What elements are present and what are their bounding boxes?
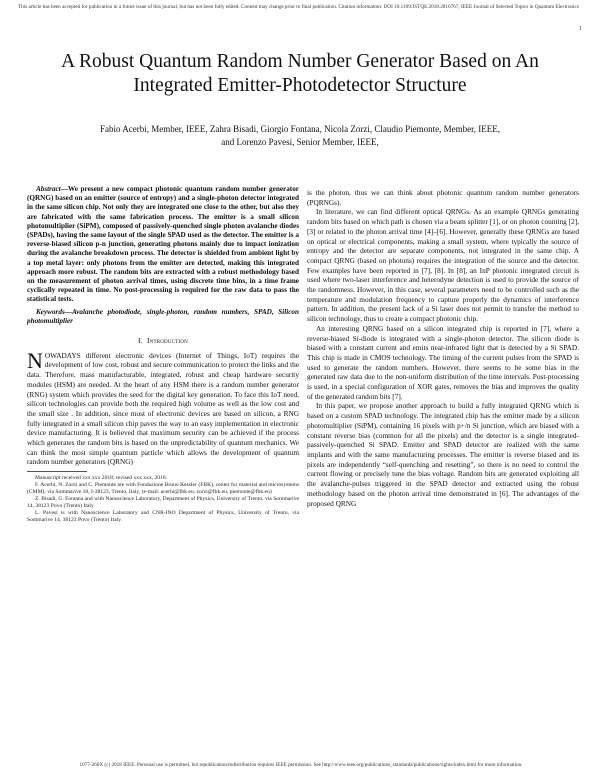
keywords [27,308,299,326]
body-paragraph-2: An interesting QRNG based on a silicon integrated chip is reported in [7], where a reverse-biased Si-diode is integrated with a single-photon detector. The silicon diode is biased with a constant current and emits near-infrared light that is detected by a Si SPAD. This chip is made in CMOS technology. The timing of the current pulses from the SPAD is used to generate the random numbers. However, there seems to be some bias in the generated raw data due to the non-uniform distribution of the time intervals. Post-processing is used, in a special configuration of XOR gates, removes the bias and improves the quality of the generated random bits [7]. [307,323,579,401]
keywords-label: Keywords— [36,307,72,316]
abstract [27,185,299,305]
author-line-1: Fabio Acerbi, Member, IEEE, Zahra Bisadi, Giorgio Fontana, Nicola Zorzi, Claudio Piemonte, Member, IEEE, [99,124,501,134]
footnote-affiliation-trento: Z. Bisadi, G. Fontana and with Nanoscience Laboratory, Department of Physics, University of Trento, via Sommarive 14, 38123 Povo (Trento) Italy [27,496,299,510]
footnote-manuscript: Manuscript received xxx xxx 2018; revised xxx xxx, 2018. [35,475,168,482]
body-paragraph-1: In literature, we can find different optical QRNGs. As an example QRNGs generating random bits based on which path is chosen via a beam splitter [1], or on photon counting [2], [3] or related to the photon arrival time [4]–[6]. However, generally these QRNGs are based on optical or electrical components, making a small system, where typically the source of entropy and the detector are separate components, not integrated in the same chip. A compact QRNG (based on photons) requires the integration of the source and the detector. Few examples have been reported in [7], [8]. In [8], an InP photonic integrated circuit is used where two-laser interference and heterodyne detection is used to provide the source of the randomness. However, in this case, several parameters need to be controlled such as the temperature and modulation frequency to capture properly the dynamics of interference pattern. In addition, the present lack of a Si laser does not permit to transfer the method to silicon technology, thus to create a compact photonic chip. [307,207,579,324]
abstract-text: We present a new compact photonic quantum random number generator (QRNG) based on an emitter (source of entropy) and a single-photon detector integrated in the same silicon chip. Not only they are integrated one close to the other, but also they are fabricated with the same fabrication process. The emitter is a small silicon photomultiplier (SiPM), composed of passively-quenched single photon avalanche diodes (SPADs), having the same layout of the single SPAD used as the detector. The emitter is a reverse-biased silicon p-n junction, generating photons mainly due to impact ionization during the avalanche breakdown process. The detector is shielded from ambient light by a top metal layer: only photons from the emitter are detected, making this integrated approach more robust. The random bits are extracted with a robust methodology based on the measurement of photon arrival times, using discrete time bins, in a time frame cyclically repeated in time. No post-processing is required for the raw data to pass the statistical tests. [27,185,299,304]
section-heading [27,336,299,346]
drop-cap: N [27,347,43,373]
body-paragraph-0: is the photon, thus we can think about photonic quantum random number generators (PQRNGs). [307,188,579,207]
page-number: 1 [579,26,582,32]
keywords-text: Avalanche photodiode, single-photon, random numbers, SPAD, Silicon photomultiplier [27,307,299,325]
footnote-affiliation-fbk: F. Acerbi, N. Zorzi and C. Piemonte are with Fondazione Bruno Kessler (FBK), center for material and microsystems (CMM), via Sommarive 18, I-38123, Trento, Italy, (e-mail: acerbi@fbk.eu, zorzi@fbk.eu, piemonte@fbk.eu) [27,482,299,496]
footnote-affiliation-pavesi: L. Pavesi is with Nanoscience Laboratory and CNR-INO Department of Physics, University of Trento, via Sommarive 14, 38123 Povo (Trento) Italy. [27,510,299,524]
abstract-label: Abstract— [36,185,68,193]
intro-paragraph [27,347,299,467]
section-numeral: I. [138,336,143,346]
left-column [27,185,299,524]
paper-title: A Robust Quantum Random Number Generator Based on An Integrated Emitter-Photodetector Structure [61,51,539,96]
body-paragraph-3: In this paper, we propose another approach to build a fully integrated QRNG which is based on a custom SPAD technology. The integrated chip has the emitter made by a silicon photomultiplier (SiPM), containing 16 pixels with p+/n Si junction, which are biased with a constant reverse bias (common for all the pixels) and the detector is a single integrated-passively-quenched Si SPAD. Emitter and SPAD detector are realized with the same implants and with the same manufacturing processes. The emitter is reverse biased and its pixels are independently “self-quenching and resetting”, so there is no need to control the current flowing or precisely tune the bias voltage. Random bits are generated exploiting all the avalanche-pulses triggered in the SPAD detector and extracted using the robust methodology based on the photon arrival time demonstrated in [6]. The advantages of the proposed QRNG [307,401,579,508]
footnote-rule [27,471,87,472]
right-column [307,188,579,508]
copyright-footer: 1077-260X (c) 2018 IEEE. Personal use is permitted, but republication/redistribution requires IEEE permission. See http://www.ieee.org/publications_standards/publications/rights/index.html for more information. [79,762,523,768]
publication-notice: This article has been accepted for publication in a future issue of this journal, but has not been fully edited. Content may change prior to final publication. Citation information: DOI 10.1109/JSTQE.2018.2816767, IEEE Journal of Selected Topics in Quantum Electronics [18,4,579,10]
intro-text: different electronic devices (Internet of Things, IoT) requires the development of low cost, robust and secure communication to protect the links and the data. Therefore, mass manufacturable, integrated, robust and cheap hardware security modules (HSM) are needed. At the heart of any HSM there is a random number generator (RNG) system which provides the seed for the digital key generation. To face this IoT need, silicon technologies can provide both the required high volume as well as the low cost and the small size . In addition, since most of electronic devices are based on silicon, a RNG fully integrated in a small silicon chip paves the way to an easy implementation in electronic device manufacturing. It is believed that maximum security can be achieved if the process which generates the random bits is based on the unpredictability of quantum mechanics. We can think the most simple quantum particle which allows the development of quantum random number generators (QRNG) [27,350,299,467]
author-line-2: and Lorenzo Pavesi, Senior Member, IEEE, [221,136,379,147]
intro-lead: OWADAYS [44,350,81,360]
author-list [40,123,560,148]
section-title: Introduction [146,336,188,346]
